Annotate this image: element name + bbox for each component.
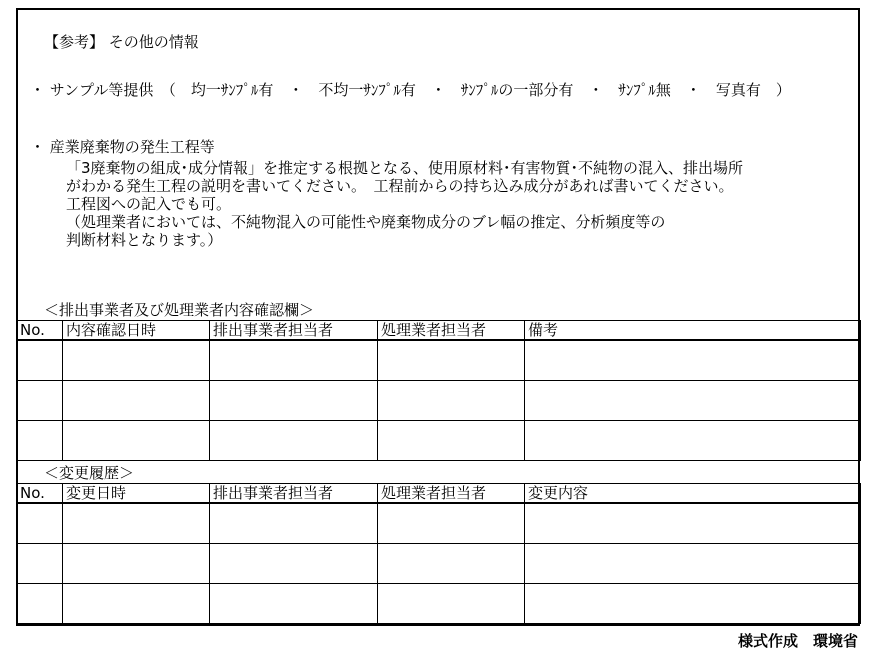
- process-note-line: 判断材料となります。）: [66, 231, 223, 249]
- cell-discharger[interactable]: [210, 584, 378, 624]
- history-title: ＜変更履歴＞: [44, 464, 135, 482]
- cell-processor[interactable]: [378, 544, 525, 584]
- cell-discharger[interactable]: [210, 340, 378, 381]
- cell-remarks[interactable]: [525, 340, 861, 381]
- cell-confirm-date[interactable]: [63, 421, 210, 461]
- process-note-line: 工程図への記入でも可。: [66, 195, 232, 213]
- cell-no[interactable]: [17, 381, 63, 421]
- footer-credit: 様式作成 環境省: [737, 632, 858, 650]
- cell-confirm-date[interactable]: [63, 381, 210, 421]
- cell-remarks[interactable]: [525, 381, 861, 421]
- table-row: [17, 584, 861, 624]
- header-confirm-date: 内容確認日時: [63, 321, 210, 341]
- cell-processor[interactable]: [378, 421, 525, 461]
- header-change-date: 変更日時: [63, 484, 210, 504]
- cell-no[interactable]: [17, 584, 63, 624]
- table-row: [17, 340, 861, 381]
- header-discharger: 排出事業者担当者: [210, 321, 378, 341]
- cell-processor[interactable]: [378, 584, 525, 624]
- cell-change-date[interactable]: [63, 584, 210, 624]
- process-note-line: 「3廃棄物の組成･成分情報」を推定する根拠となる、使用原材料･有害物質･不純物の混入、排出場所: [66, 159, 744, 177]
- table-row: [17, 421, 861, 461]
- cell-change-content[interactable]: [525, 544, 861, 584]
- cell-change-date[interactable]: [63, 544, 210, 584]
- header-remarks: 備考: [525, 321, 861, 341]
- confirmation-table: [16, 320, 861, 461]
- table-header-row: [17, 484, 861, 504]
- cell-discharger[interactable]: [210, 503, 378, 544]
- cell-change-content[interactable]: [525, 584, 861, 624]
- cell-processor[interactable]: [378, 503, 525, 544]
- header-discharger: 排出事業者担当者: [210, 484, 378, 504]
- cell-remarks[interactable]: [525, 421, 861, 461]
- confirmation-title: ＜排出事業者及び処理業者内容確認欄＞: [44, 301, 315, 319]
- header-no: No.: [17, 321, 63, 341]
- cell-no[interactable]: [17, 340, 63, 381]
- process-note-line: がわかる発生工程の説明を書いてください。 工程前からの持ち込み成分があれば書いてください。: [66, 177, 734, 195]
- process-note-line: （処理業者においては、不純物混入の可能性や廃棄物成分のブレ幅の推定、分析頻度等の: [66, 213, 666, 231]
- cell-no[interactable]: [17, 421, 63, 461]
- header-processor: 処理業者担当者: [378, 321, 525, 341]
- cell-discharger[interactable]: [210, 421, 378, 461]
- cell-discharger[interactable]: [210, 381, 378, 421]
- cell-processor[interactable]: [378, 381, 525, 421]
- section-title: 【参考】 その他の情報: [44, 33, 199, 51]
- cell-change-date[interactable]: [63, 503, 210, 544]
- table-header-row: [17, 321, 861, 341]
- header-processor: 処理業者担当者: [378, 484, 525, 504]
- table-row: [17, 381, 861, 421]
- header-no: No.: [17, 484, 63, 504]
- table-row: [17, 503, 861, 544]
- sample-provision-line: ・ サンプル等提供 （ 均一ｻﾝﾌﾟﾙ有 ・ 不均一ｻﾝﾌﾟﾙ有 ・ ｻﾝﾌﾟﾙの一部分有 ・ ｻﾝﾌﾟﾙ無 ・ 写真有 ）: [30, 81, 791, 99]
- cell-no[interactable]: [17, 544, 63, 584]
- history-table: [16, 483, 861, 624]
- process-heading: ・ 産業廃棄物の発生工程等: [30, 138, 215, 156]
- cell-change-content[interactable]: [525, 503, 861, 544]
- cell-processor[interactable]: [378, 340, 525, 381]
- header-change-content: 変更内容: [525, 484, 861, 504]
- table-row: [17, 544, 861, 584]
- cell-no[interactable]: [17, 503, 63, 544]
- cell-confirm-date[interactable]: [63, 340, 210, 381]
- cell-discharger[interactable]: [210, 544, 378, 584]
